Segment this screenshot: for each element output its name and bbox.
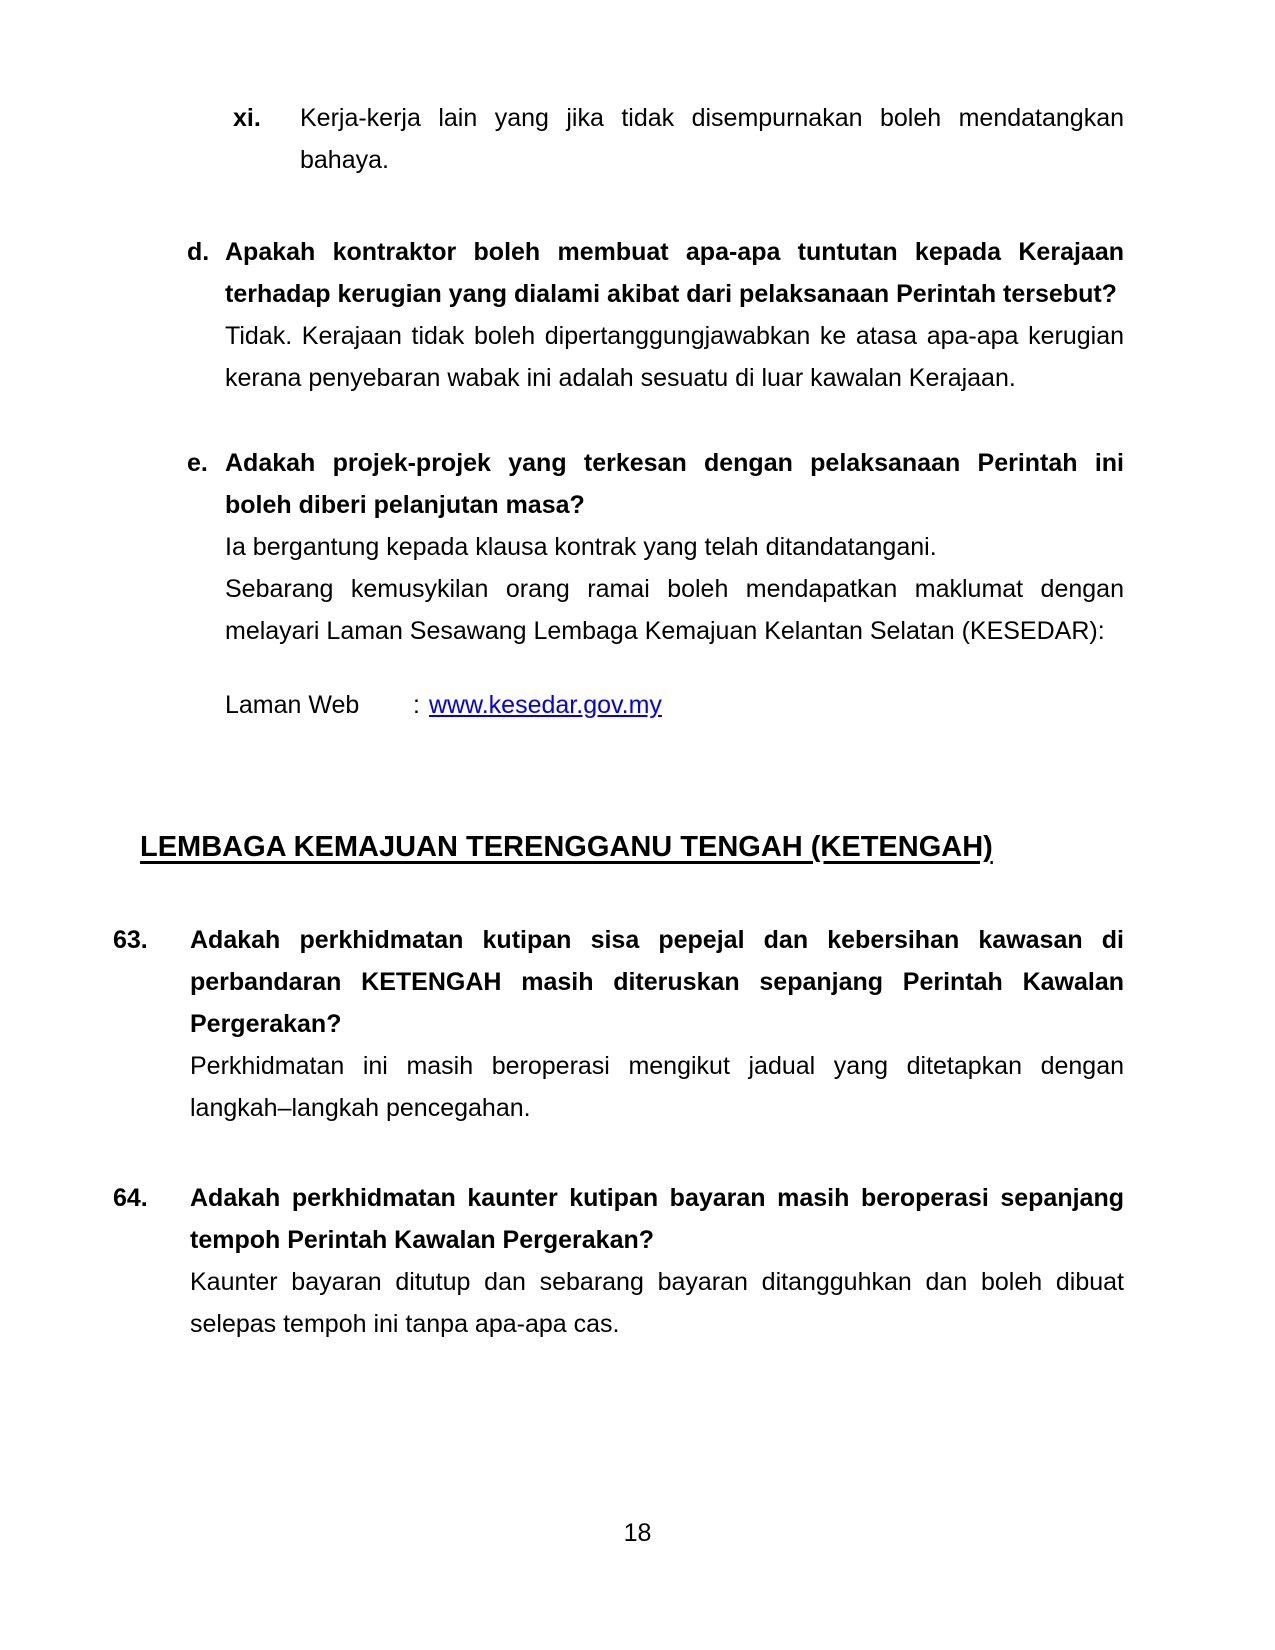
list-item-xi	[233, 97, 1124, 181]
answer-e	[225, 526, 1124, 568]
website-label: Laman Web	[225, 691, 360, 719]
website-link[interactable]: www.kesedar.gov.my	[428, 691, 662, 719]
text-line: Tidak. Kerajaan tidak boleh dipertanggungjawabkan ke atasa apa-apa kerugian	[225, 322, 1124, 350]
question-d	[225, 231, 1124, 315]
answer-64	[190, 1261, 1124, 1345]
text-line: Ia bergantung kepada klausa kontrak yang telah ditandatangani.	[225, 533, 937, 561]
text-line: Kaunter bayaran ditutup dan sebarang bayaran ditangguhkan dan boleh dibuat	[190, 1268, 1124, 1296]
website-line	[225, 684, 662, 726]
text-line: bahaya.	[300, 146, 389, 174]
list-item-e-marker: e.	[187, 449, 208, 477]
text-line: Pergerakan?	[190, 1010, 342, 1038]
text-line: selepas tempoh ini tanpa apa-apa cas.	[190, 1310, 620, 1338]
list-item-e	[187, 442, 1124, 652]
section-heading: LEMBAGA KEMAJUAN TERENGGANU TENGAH (KETENGAH)	[140, 831, 993, 863]
list-item-xi-marker: xi.	[233, 104, 261, 132]
list-item-d	[187, 231, 1124, 399]
website-separator: :	[413, 691, 420, 719]
answer-d	[225, 315, 1124, 399]
text-line: terhadap kerugian yang dialami akibat dari pelaksanaan Perintah tersebut?	[225, 280, 1117, 308]
faq-item-63-body	[190, 919, 1124, 1129]
text-line: langkah–langkah pencegahan.	[190, 1094, 531, 1122]
text-line: Adakah perkhidmatan kutipan sisa pepejal dan kebersihan kawasan di	[190, 926, 1124, 954]
faq-item-64-number: 64.	[113, 1184, 148, 1212]
text-line: Adakah projek-projek yang terkesan dengan pelaksanaan Perintah ini	[225, 449, 1124, 477]
faq-item-64-body	[190, 1177, 1124, 1345]
text-line: Apakah kontraktor boleh membuat apa-apa tuntutan kepada Kerajaan	[225, 238, 1124, 266]
text-line: Adakah perkhidmatan kaunter kutipan bayaran masih beroperasi sepanjang	[190, 1184, 1124, 1212]
faq-item-63-number: 63.	[113, 926, 148, 954]
page-number: 18	[623, 1519, 652, 1547]
text-line: perbandaran KETENGAH masih diteruskan sepanjang Perintah Kawalan	[190, 968, 1124, 996]
question-64	[190, 1177, 1124, 1261]
text-line: melayari Laman Sesawang Lembaga Kemajuan Kelantan Selatan (KESEDAR):	[225, 617, 1105, 645]
text-line: Kerja-kerja lain yang jika tidak disempurnakan boleh mendatangkan	[300, 104, 1124, 132]
text-line: Sebarang kemusykilan orang ramai boleh mendapatkan maklumat dengan	[225, 575, 1124, 603]
list-item-d-body	[225, 231, 1124, 399]
list-item-e-body	[225, 442, 1124, 652]
text-line: tempoh Perintah Kawalan Pergerakan?	[190, 1226, 655, 1254]
text-line: boleh diberi pelanjutan masa?	[225, 491, 585, 519]
answer-63	[190, 1045, 1124, 1129]
text-line: Perkhidmatan ini masih beroperasi mengikut jadual yang ditetapkan dengan	[190, 1052, 1124, 1080]
list-item-xi-text	[300, 97, 1124, 181]
list-item-d-marker: d.	[187, 238, 210, 266]
question-63	[190, 919, 1124, 1045]
question-e	[225, 442, 1124, 526]
faq-item-64	[113, 1177, 1124, 1345]
note-e	[225, 568, 1124, 652]
faq-item-63	[113, 919, 1124, 1129]
text-line: kerana penyebaran wabak ini adalah sesuatu di luar kawalan Kerajaan.	[225, 364, 1016, 392]
